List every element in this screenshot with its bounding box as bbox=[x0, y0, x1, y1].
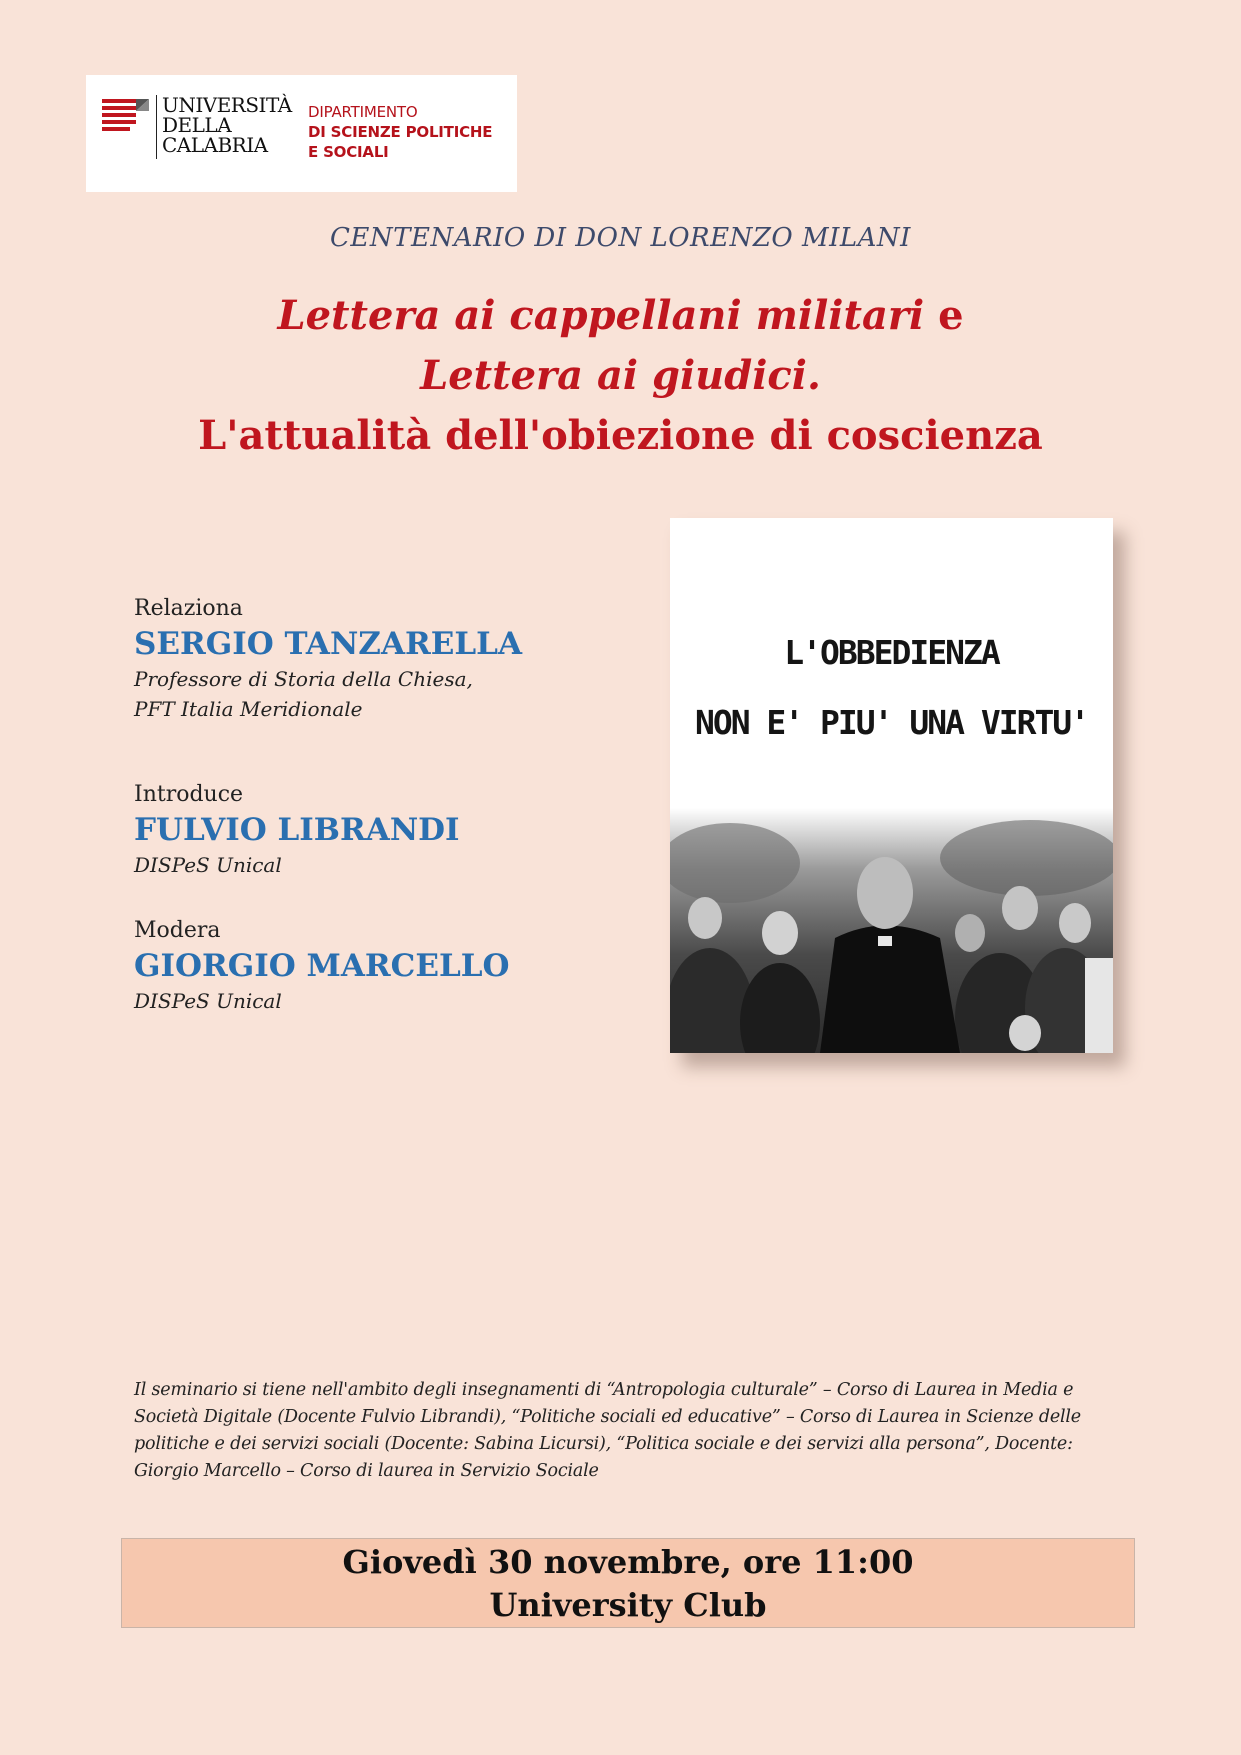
speaker-affiliation: DISPeS Unical bbox=[134, 853, 282, 877]
title-line1-italic: Lettera ai cappellani militari bbox=[277, 292, 925, 339]
title-line3: L'attualità dell'obiezione di coscienza bbox=[198, 412, 1043, 459]
university-name-line: DELLA bbox=[162, 113, 232, 137]
speaker-affiliation: PFT Italia Meridionale bbox=[134, 697, 363, 721]
poster-caption-line: NON E' PIU' UNA VIRTU' bbox=[694, 703, 1089, 742]
poster-image bbox=[670, 518, 1113, 1053]
speakers-list bbox=[134, 594, 654, 1016]
department-name-line: DI SCIENZE POLITICHE bbox=[308, 123, 493, 141]
speaker-role: Modera bbox=[134, 918, 221, 943]
poster-caption-line: L'OBBEDIENZA bbox=[784, 633, 999, 672]
title-line2: Lettera ai giudici. bbox=[420, 352, 821, 399]
speaker-affiliation: Professore di Storia della Chiesa, bbox=[134, 667, 473, 691]
speaker-block bbox=[134, 916, 654, 1016]
speaker-name: FULVIO LIBRANDI bbox=[134, 812, 460, 848]
department-name-line: E SOCIALI bbox=[308, 143, 389, 161]
event-overline: CENTENARIO DI DON LORENZO MILANI bbox=[330, 223, 911, 253]
unical-logo-icon bbox=[102, 97, 150, 133]
logo-divider bbox=[156, 95, 157, 159]
speaker-block bbox=[134, 780, 654, 880]
event-title bbox=[0, 286, 1241, 466]
footnote-text: Il seminario si tiene nell'ambito degli insegnamenti di “Antropologia culturale” – Corso di Laurea in Media e Società Digitale (Docente Fulvio Librandi), “Politiche sociali ed educative” – Corso di Laurea in Scienze delle politiche e dei servizi sociali (Docente: Sabina Licursi), “Politica sociale e dei servizi alla persona”, Docente: Giorgio Marcello – Corso di laurea in Servizio Sociale bbox=[134, 1380, 1081, 1481]
department-name bbox=[308, 102, 492, 162]
event-venue: University Club bbox=[489, 1586, 767, 1624]
university-name-line: CALABRIA bbox=[162, 133, 268, 157]
speaker-name: SERGIO TANZARELLA bbox=[134, 626, 523, 662]
university-name bbox=[162, 95, 292, 155]
speaker-affiliation: DISPeS Unical bbox=[134, 989, 282, 1013]
speaker-role: Introduce bbox=[134, 782, 244, 807]
crowd-photo bbox=[670, 808, 1113, 1053]
university-name-line: UNIVERSITÀ bbox=[162, 93, 292, 117]
speaker-name: GIORGIO MARCELLO bbox=[134, 948, 510, 984]
speaker-role: Relaziona bbox=[134, 596, 243, 621]
event-date-time: Giovedì 30 novembre, ore 11:00 bbox=[342, 1543, 914, 1581]
speaker-block bbox=[134, 594, 654, 724]
university-logo bbox=[86, 75, 517, 192]
poster-caption bbox=[670, 618, 1113, 758]
date-venue-box bbox=[121, 1538, 1135, 1628]
department-name-line: DIPARTIMENTO bbox=[308, 103, 418, 121]
title-line1-rest: e bbox=[924, 292, 964, 339]
